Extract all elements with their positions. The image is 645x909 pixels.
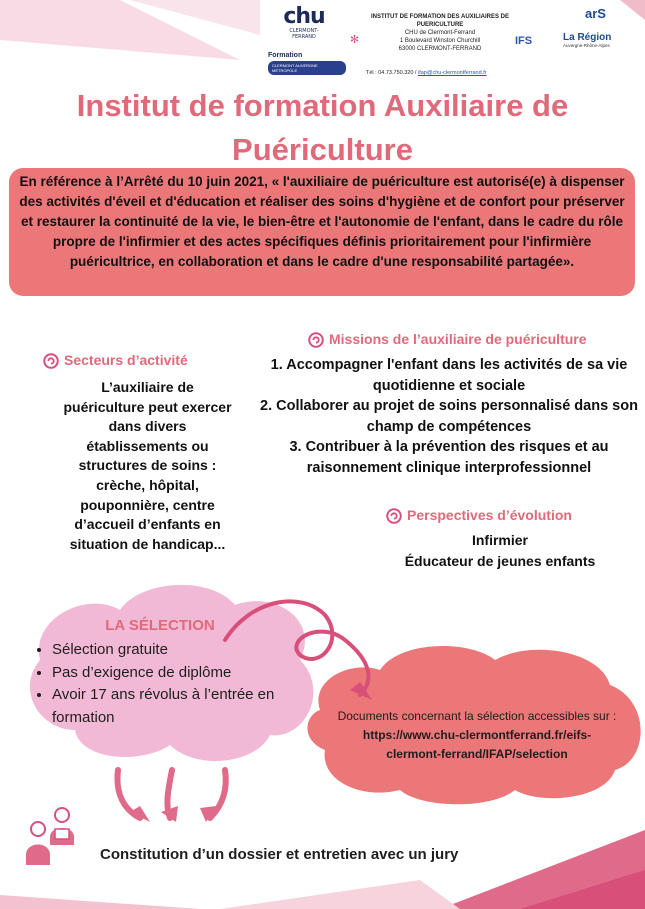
bottom-middle-stripe [220,880,460,909]
selection-item: • Sélection gratuite [52,639,322,662]
title-line2: Puériculture [232,132,413,167]
region-logo [563,32,641,49]
perspective-item: Éducateur de jeunes enfants [404,553,596,569]
documents-label: Documents concernant la sélection accessibles sur : [337,709,617,723]
address-line1: CHU de Clermont-Ferrand [404,30,476,36]
intro-box: En référence à l’Arrêté du 10 juin 2021, « l'auxiliaire de puériculture est autorisé(e) à dispenser des activités d'éveil et d'éducation et réaliser des soins d'hygiène et de confort pour préserver et restaurer la continuité de la vie, le bien-être et l'autonomie de l'enfant, dans le cadre du rôle propre de l'infirmier et des actes spécifiques définis prioritairement pour l'infirmière puéricultrice, en collaboration et dans le cadre d'une responsabilité partagée». [9,168,635,296]
secteurs-title: Secteurs d’activité [64,352,188,368]
secteurs-text: L’auxiliaire de puériculture peut exercer dans divers établissements ou structures de soins : crèche, hôpital, pouponnière, centre d’accueil d’enfants en situation de handicap... [63,379,232,552]
formation-label: Formation [268,52,303,59]
ars-logo: arS [585,6,606,21]
documents-box [318,707,636,764]
spiral-icon [385,507,403,525]
formation-pill: CLERMONT AUVERGNE MÉTROPOLE [268,61,346,75]
address-line3: 63000 CLERMONT-FERRAND [398,46,482,52]
selection-item: • Pas d’exigence de diplôme [52,662,322,685]
secteurs-heading [42,352,188,370]
spiral-icon [307,331,325,349]
page-title [0,84,645,172]
selection-title: LA SÉLECTION [105,617,215,634]
bottom-left-stripe [0,895,200,909]
institute-header [360,13,520,53]
perspectives-heading [385,507,572,525]
spiral-icon [42,352,60,370]
missions-title: Missions de l’auxiliaire de puériculture [329,331,587,347]
ifs-dots-icon: ✻ [350,34,360,46]
mission-item: 3. Contribuer à la prévention des risques et au raisonnement clinique interprofessionnel [289,439,609,476]
title-line1: Institut de formation Auxiliaire de [76,88,569,123]
selection-url-link[interactable]: https://www.chu-clermontferrand.fr/eifs-clermont-ferrand/IFAP/selection [362,728,592,761]
chu-logo [278,6,330,40]
missions-list [258,355,640,478]
mission-item: 1. Accompagner l'enfant dans les activités de sa vie quotidienne et sociale [270,357,628,394]
contact-line [366,70,526,76]
missions-heading [307,331,587,349]
perspectives-title: Perspectives d’évolution [407,507,572,523]
region-sub: Auvergne-Rhône-Alpes [563,43,610,48]
selection-item: • Avoir 17 ans révolus à l’entrée en formation [52,684,322,729]
formation-logo [268,52,346,75]
address-line2: 1 Boulevard Winston Churchill [399,38,481,44]
final-step: Constitution d’un dossier et entretien avec un jury [100,846,459,863]
chu-logo-word: chu [283,4,325,29]
chu-logo-sub: CLERMONT-FERRAND [289,28,319,40]
top-right-stripe [620,0,645,20]
interview-people-icon [22,805,82,867]
region-name: La Région [563,32,612,43]
email-link[interactable]: ifap@chu-clermontferrand.fr [418,70,487,76]
selection-list [30,639,322,729]
phone: Tél : 04.73.750.320 / [366,70,417,76]
institute-line2: PUERICULTURE [416,22,464,28]
perspectives-list [380,530,620,572]
perspective-item: Infirmier [471,532,528,548]
institute-line1: INSTITUT DE FORMATION DES AUXILIAIRES DE [370,14,509,20]
mission-item: 2. Collaborer au projet de soins personnalisé dans son champ de compétences [260,398,638,435]
ifs-logo: IFS [515,35,533,47]
